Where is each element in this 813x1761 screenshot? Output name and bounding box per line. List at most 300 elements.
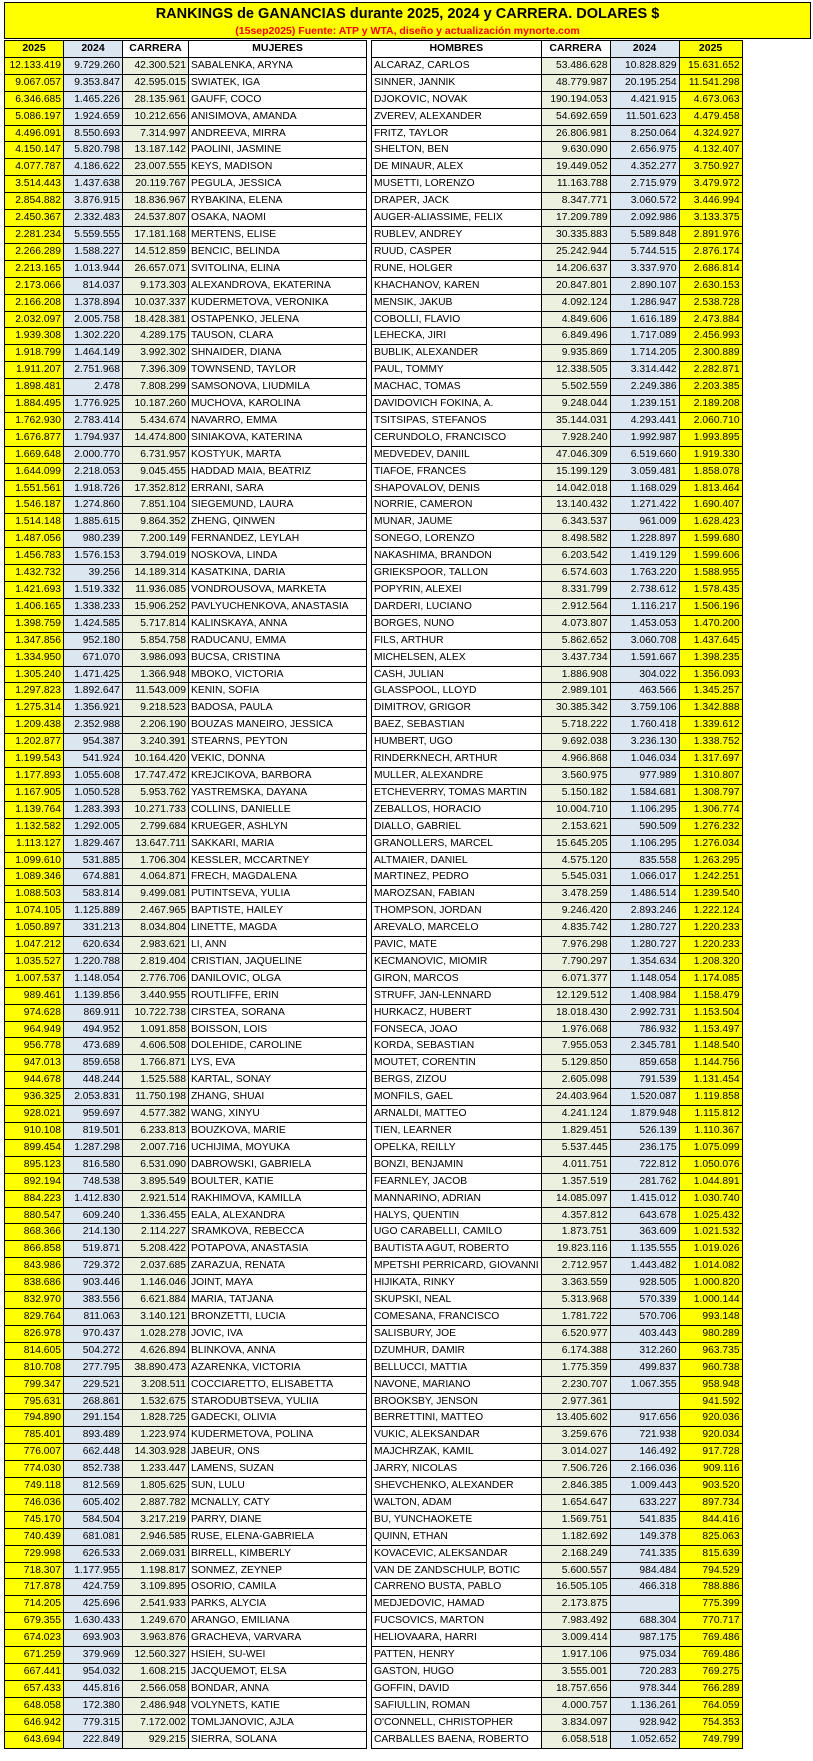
women-2025-cell: 671.259 bbox=[5, 1647, 64, 1664]
men-2024-cell: 2.890.107 bbox=[610, 277, 679, 294]
men-career-cell: 1.829.451 bbox=[541, 1123, 610, 1140]
women-career-cell: 1.828.725 bbox=[123, 1410, 189, 1427]
women-2025-cell: 826.978 bbox=[5, 1325, 64, 1342]
men-2025-cell: 815.639 bbox=[679, 1545, 742, 1562]
men-name-cell: SKUPSKI, NEAL bbox=[372, 1292, 542, 1309]
women-2024-cell: 1.519.332 bbox=[64, 582, 123, 599]
women-2025-cell: 1.884.495 bbox=[5, 396, 64, 413]
women-career-cell: 7.396.309 bbox=[123, 362, 189, 379]
women-name-cell: SWIATEK, IGA bbox=[189, 74, 367, 91]
men-career-cell: 4.241.124 bbox=[541, 1106, 610, 1123]
table-row bbox=[5, 852, 743, 869]
men-2025-cell: 1.398.235 bbox=[679, 649, 742, 666]
women-2024-cell: 1.437.638 bbox=[64, 176, 123, 193]
women-name-cell: HADDAD MAIA, BEATRIZ bbox=[189, 463, 367, 480]
men-2024-cell: 741.335 bbox=[610, 1545, 679, 1562]
women-2025-cell: 838.686 bbox=[5, 1275, 64, 1292]
men-name-cell: BU, YUNCHAOKETE bbox=[372, 1511, 542, 1528]
men-name-cell: HIJIKATA, RINKY bbox=[372, 1275, 542, 1292]
men-career-cell: 5.718.222 bbox=[541, 717, 610, 734]
women-name-cell: JOINT, MAYA bbox=[189, 1275, 367, 1292]
women-2025-cell: 795.631 bbox=[5, 1393, 64, 1410]
men-name-cell: BAEZ, SEBASTIAN bbox=[372, 717, 542, 734]
men-2024-cell: 281.762 bbox=[610, 1173, 679, 1190]
table-row bbox=[5, 193, 743, 210]
women-2025-cell: 1.305.240 bbox=[5, 666, 64, 683]
women-2024-cell: 671.070 bbox=[64, 649, 123, 666]
men-name-cell: FONSECA, JOAO bbox=[372, 1021, 542, 1038]
men-career-cell: 5.537.445 bbox=[541, 1139, 610, 1156]
men-name-cell: ETCHEVERRY, TOMAS MARTIN bbox=[372, 784, 542, 801]
men-career-cell: 6.058.518 bbox=[541, 1731, 610, 1748]
women-career-cell: 929.215 bbox=[123, 1731, 189, 1748]
men-2025-cell: 794.529 bbox=[679, 1562, 742, 1579]
table-row bbox=[5, 1072, 743, 1089]
women-name-cell: GAUFF, COCO bbox=[189, 91, 367, 108]
men-2025-cell: 2.630.153 bbox=[679, 277, 742, 294]
women-career-cell: 7.808.299 bbox=[123, 379, 189, 396]
men-2025-cell: 1.174.085 bbox=[679, 970, 742, 987]
women-name-cell: ZHANG, SHUAI bbox=[189, 1089, 367, 1106]
women-2024-cell: 1.576.153 bbox=[64, 548, 123, 565]
women-2025-cell: 2.450.367 bbox=[5, 210, 64, 227]
men-2024-cell: 541.835 bbox=[610, 1511, 679, 1528]
men-name-cell: AUGER-ALIASSIME, FELIX bbox=[372, 210, 542, 227]
women-2024-cell: 1.050.528 bbox=[64, 784, 123, 801]
table-row bbox=[5, 91, 743, 108]
table-row bbox=[5, 565, 743, 582]
men-name-cell: MICHELSEN, ALEX bbox=[372, 649, 542, 666]
table-row bbox=[5, 1038, 743, 1055]
rankings-table bbox=[4, 40, 743, 1749]
men-name-cell: UGO CARABELLI, CAMILO bbox=[372, 1224, 542, 1241]
table-row bbox=[5, 328, 743, 345]
women-2024-cell: 473.689 bbox=[64, 1038, 123, 1055]
women-2025-cell: 1.047.212 bbox=[5, 937, 64, 954]
men-career-cell: 5.129.850 bbox=[541, 1055, 610, 1072]
women-name-cell: BIRRELL, KIMBERLY bbox=[189, 1545, 367, 1562]
table-row bbox=[5, 970, 743, 987]
women-career-cell: 5.717.814 bbox=[123, 615, 189, 632]
men-name-cell: COMESANA, FRANCISCO bbox=[372, 1308, 542, 1325]
table-row bbox=[5, 108, 743, 125]
men-career-cell: 3.834.097 bbox=[541, 1714, 610, 1731]
men-name-cell: DIALLO, GABRIEL bbox=[372, 818, 542, 835]
women-2025-cell: 5.086.197 bbox=[5, 108, 64, 125]
women-2024-cell: 1.892.647 bbox=[64, 683, 123, 700]
women-2024-cell: 2.751.968 bbox=[64, 362, 123, 379]
women-name-cell: EALA, ALEXANDRA bbox=[189, 1207, 367, 1224]
women-2025-cell: 1.347.856 bbox=[5, 632, 64, 649]
men-name-cell: KOVACEVIC, ALEKSANDAR bbox=[372, 1545, 542, 1562]
men-career-cell: 1.886.908 bbox=[541, 666, 610, 683]
women-career-cell: 10.271.733 bbox=[123, 801, 189, 818]
men-2025-cell: 825.063 bbox=[679, 1528, 742, 1545]
table-row bbox=[5, 1376, 743, 1393]
men-2024-cell: 917.656 bbox=[610, 1410, 679, 1427]
table-row bbox=[5, 666, 743, 683]
table-row bbox=[5, 1545, 743, 1562]
women-name-cell: COLLINS, DANIELLE bbox=[189, 801, 367, 818]
men-2024-cell: 1.168.029 bbox=[610, 480, 679, 497]
table-row bbox=[5, 1562, 743, 1579]
women-career-cell: 10.187.260 bbox=[123, 396, 189, 413]
women-2024-cell: 494.952 bbox=[64, 1021, 123, 1038]
men-2025-cell: 4.479.458 bbox=[679, 108, 742, 125]
men-2025-cell: 958.948 bbox=[679, 1376, 742, 1393]
men-2024-cell: 1.228.897 bbox=[610, 531, 679, 548]
men-2024-cell: 1.067.355 bbox=[610, 1376, 679, 1393]
women-name-cell: UCHIJIMA, MOYUKA bbox=[189, 1139, 367, 1156]
table-row bbox=[5, 311, 743, 328]
men-2025-cell: 1.506.196 bbox=[679, 598, 742, 615]
women-2025-cell: 785.401 bbox=[5, 1427, 64, 1444]
men-2025-cell: 1.148.540 bbox=[679, 1038, 742, 1055]
men-2024-cell: 1.443.482 bbox=[610, 1258, 679, 1275]
men-2024-cell: 499.837 bbox=[610, 1359, 679, 1376]
women-2024-cell: 779.315 bbox=[64, 1714, 123, 1731]
women-name-cell: TAUSON, CLARA bbox=[189, 328, 367, 345]
men-2025-cell: 2.282.871 bbox=[679, 362, 742, 379]
women-2025-cell: 843.986 bbox=[5, 1258, 64, 1275]
women-name-cell: ALEXANDROVA, EKATERINA bbox=[189, 277, 367, 294]
men-2024-cell: 570.339 bbox=[610, 1292, 679, 1309]
men-2025-cell: 1.993.895 bbox=[679, 429, 742, 446]
men-name-cell: CARRENO BUSTA, PABLO bbox=[372, 1579, 542, 1596]
men-career-cell: 1.976.068 bbox=[541, 1021, 610, 1038]
women-career-cell: 3.986.093 bbox=[123, 649, 189, 666]
men-name-cell: FUCSOVICS, MARTON bbox=[372, 1613, 542, 1630]
men-name-cell: MEDVEDEV, DANIIL bbox=[372, 446, 542, 463]
men-2025-cell: 1.813.464 bbox=[679, 480, 742, 497]
women-name-cell: TOMLJANOVIC, AJLA bbox=[189, 1714, 367, 1731]
table-row bbox=[5, 548, 743, 565]
men-2025-cell: 769.486 bbox=[679, 1630, 742, 1647]
table-row bbox=[5, 632, 743, 649]
men-career-cell: 2.605.098 bbox=[541, 1072, 610, 1089]
men-career-cell: 18.018.430 bbox=[541, 1004, 610, 1021]
table-row bbox=[5, 125, 743, 142]
women-2025-cell: 884.223 bbox=[5, 1190, 64, 1207]
women-2024-cell: 1.829.467 bbox=[64, 835, 123, 852]
men-name-cell: PATTEN, HENRY bbox=[372, 1647, 542, 1664]
women-2024-cell: 812.569 bbox=[64, 1478, 123, 1495]
men-name-cell: DRAPER, JACK bbox=[372, 193, 542, 210]
women-career-cell: 4.289.175 bbox=[123, 328, 189, 345]
women-name-cell: OSORIO, CAMILA bbox=[189, 1579, 367, 1596]
women-career-cell: 2.069.031 bbox=[123, 1545, 189, 1562]
men-name-cell: MACHAC, TOMAS bbox=[372, 379, 542, 396]
women-name-cell: BOISSON, LOIS bbox=[189, 1021, 367, 1038]
women-name-cell: ANDREEVA, MIRRA bbox=[189, 125, 367, 142]
women-2025-cell: 1.132.582 bbox=[5, 818, 64, 835]
men-career-cell: 9.248.044 bbox=[541, 396, 610, 413]
women-name-cell: VOLYNETS, KATIE bbox=[189, 1697, 367, 1714]
table-row bbox=[5, 1055, 743, 1072]
men-name-cell: TSITSIPAS, STEFANOS bbox=[372, 412, 542, 429]
men-name-cell: MAROZSAN, FABIAN bbox=[372, 886, 542, 903]
table-row bbox=[5, 294, 743, 311]
women-2025-cell: 928.021 bbox=[5, 1106, 64, 1123]
men-2025-cell: 1.470.200 bbox=[679, 615, 742, 632]
women-name-cell: AZARENKA, VICTORIA bbox=[189, 1359, 367, 1376]
men-2024-cell: 1.271.422 bbox=[610, 497, 679, 514]
women-2025-cell: 1.088.503 bbox=[5, 886, 64, 903]
women-name-cell: DANILOVIC, OLGA bbox=[189, 970, 367, 987]
table-row bbox=[5, 1647, 743, 1664]
women-name-cell: NOSKOVA, LINDA bbox=[189, 548, 367, 565]
women-2025-cell: 895.123 bbox=[5, 1156, 64, 1173]
table-row bbox=[5, 412, 743, 429]
women-2025-cell: 4.077.787 bbox=[5, 159, 64, 176]
men-2025-cell: 1.342.888 bbox=[679, 700, 742, 717]
men-2024-cell: 5.589.848 bbox=[610, 226, 679, 243]
table-row bbox=[5, 176, 743, 193]
men-2024-cell: 786.932 bbox=[610, 1021, 679, 1038]
men-career-cell: 48.779.987 bbox=[541, 74, 610, 91]
women-career-cell: 2.983.621 bbox=[123, 937, 189, 954]
men-career-cell: 4.357.812 bbox=[541, 1207, 610, 1224]
women-name-cell: ZARAZUA, RENATA bbox=[189, 1258, 367, 1275]
women-name-cell: ARANGO, EMILIANA bbox=[189, 1613, 367, 1630]
table-row bbox=[5, 277, 743, 294]
women-career-cell: 14.512.859 bbox=[123, 243, 189, 260]
table-row bbox=[5, 1427, 743, 1444]
men-2024-cell: 859.658 bbox=[610, 1055, 679, 1072]
men-career-cell: 9.246.420 bbox=[541, 903, 610, 920]
women-2025-cell: 1.918.799 bbox=[5, 345, 64, 362]
men-name-cell: SHELTON, BEN bbox=[372, 142, 542, 159]
men-2025-cell: 1.356.093 bbox=[679, 666, 742, 683]
women-name-cell: MCNALLY, CATY bbox=[189, 1494, 367, 1511]
men-name-cell: BORGES, NUNO bbox=[372, 615, 542, 632]
men-2024-cell: 526.139 bbox=[610, 1123, 679, 1140]
women-career-cell: 2.776.706 bbox=[123, 970, 189, 987]
men-career-cell: 1.569.751 bbox=[541, 1511, 610, 1528]
men-2025-cell: 1.263.295 bbox=[679, 852, 742, 869]
table-row bbox=[5, 886, 743, 903]
women-2024-cell: 1.794.937 bbox=[64, 429, 123, 446]
table-row bbox=[5, 379, 743, 396]
men-2025-cell: 2.060.710 bbox=[679, 412, 742, 429]
men-2024-cell: 2.092.986 bbox=[610, 210, 679, 227]
women-career-cell: 42.300.521 bbox=[123, 57, 189, 74]
women-2025-cell: 1.167.905 bbox=[5, 784, 64, 801]
women-name-cell: PEGULA, JESSICA bbox=[189, 176, 367, 193]
women-name-cell: LINETTE, MAGDA bbox=[189, 920, 367, 937]
women-career-cell: 2.887.782 bbox=[123, 1494, 189, 1511]
women-career-cell: 18.836.967 bbox=[123, 193, 189, 210]
women-career-cell: 2.206.190 bbox=[123, 717, 189, 734]
table-row bbox=[5, 1106, 743, 1123]
men-2024-cell: 4.293.441 bbox=[610, 412, 679, 429]
women-2025-cell: 1.398.759 bbox=[5, 615, 64, 632]
women-name-cell: BOUZAS MANEIRO, JESSICA bbox=[189, 717, 367, 734]
men-2025-cell: 903.520 bbox=[679, 1478, 742, 1495]
women-career-cell: 4.064.871 bbox=[123, 869, 189, 886]
table-row bbox=[5, 1393, 743, 1410]
women-2025-cell: 674.023 bbox=[5, 1630, 64, 1647]
women-2024-cell: 1.055.608 bbox=[64, 767, 123, 784]
men-2024-cell: 3.337.970 bbox=[610, 260, 679, 277]
men-name-cell: POPYRIN, ALEXEI bbox=[372, 582, 542, 599]
women-2024-cell: 959.697 bbox=[64, 1106, 123, 1123]
women-2024-cell: 609.240 bbox=[64, 1207, 123, 1224]
women-2025-cell: 1.432.732 bbox=[5, 565, 64, 582]
women-name-cell: SHNAIDER, DIANA bbox=[189, 345, 367, 362]
women-2024-cell: 2.352.988 bbox=[64, 717, 123, 734]
women-2025-cell: 2.166.208 bbox=[5, 294, 64, 311]
men-career-cell: 3.478.259 bbox=[541, 886, 610, 903]
men-2025-cell: 1.578.435 bbox=[679, 582, 742, 599]
table-row bbox=[5, 1680, 743, 1697]
header-women-2025: 2025 bbox=[5, 41, 64, 58]
men-career-cell: 14.206.637 bbox=[541, 260, 610, 277]
table-row bbox=[5, 1714, 743, 1731]
men-2024-cell: 1.584.681 bbox=[610, 784, 679, 801]
men-career-cell: 6.520.977 bbox=[541, 1325, 610, 1342]
women-name-cell: BAPTISTE, HAILEY bbox=[189, 903, 367, 920]
table-row bbox=[5, 1494, 743, 1511]
women-name-cell: SIERRA, SOLANA bbox=[189, 1731, 367, 1748]
men-name-cell: FEARNLEY, JACOB bbox=[372, 1173, 542, 1190]
women-career-cell: 42.595.015 bbox=[123, 74, 189, 91]
women-2025-cell: 1.551.561 bbox=[5, 480, 64, 497]
table-row bbox=[5, 74, 743, 91]
women-name-cell: KARTAL, SONAY bbox=[189, 1072, 367, 1089]
men-career-cell: 6.849.496 bbox=[541, 328, 610, 345]
men-name-cell: GRANOLLERS, MARCEL bbox=[372, 835, 542, 852]
table-row bbox=[5, 396, 743, 413]
women-name-cell: CRISTIAN, JAQUELINE bbox=[189, 953, 367, 970]
women-name-cell: MBOKO, VICTORIA bbox=[189, 666, 367, 683]
men-2024-cell: 720.283 bbox=[610, 1664, 679, 1681]
women-career-cell: 3.140.121 bbox=[123, 1308, 189, 1325]
men-name-cell: MEDJEDOVIC, HAMAD bbox=[372, 1596, 542, 1613]
men-name-cell: FRITZ, TAYLOR bbox=[372, 125, 542, 142]
women-2024-cell: 39.256 bbox=[64, 565, 123, 582]
women-2025-cell: 2.266.289 bbox=[5, 243, 64, 260]
men-name-cell: AREVALO, MARCELO bbox=[372, 920, 542, 937]
women-career-cell: 2.114.227 bbox=[123, 1224, 189, 1241]
men-name-cell: BONZI, BENJAMIN bbox=[372, 1156, 542, 1173]
men-career-cell: 2.153.621 bbox=[541, 818, 610, 835]
women-2024-cell: 172.380 bbox=[64, 1697, 123, 1714]
women-career-cell: 2.037.685 bbox=[123, 1258, 189, 1275]
women-name-cell: NAVARRO, EMMA bbox=[189, 412, 367, 429]
men-name-cell: MANNARINO, ADRIAN bbox=[372, 1190, 542, 1207]
table-row bbox=[5, 1342, 743, 1359]
men-2025-cell: 764.059 bbox=[679, 1697, 742, 1714]
men-career-cell: 6.343.537 bbox=[541, 514, 610, 531]
women-2024-cell: 1.378.894 bbox=[64, 294, 123, 311]
women-name-cell: OSAKA, NAOMI bbox=[189, 210, 367, 227]
men-name-cell: LEHECKA, JIRI bbox=[372, 328, 542, 345]
women-2025-cell: 1.202.877 bbox=[5, 734, 64, 751]
women-2024-cell: 2.053.831 bbox=[64, 1089, 123, 1106]
men-name-cell: BERGS, ZIZOU bbox=[372, 1072, 542, 1089]
women-2025-cell: 1.275.314 bbox=[5, 700, 64, 717]
women-2025-cell: 667.441 bbox=[5, 1664, 64, 1681]
women-2025-cell: 1.113.127 bbox=[5, 835, 64, 852]
header-men-2025: 2025 bbox=[679, 41, 742, 58]
men-career-cell: 190.194.053 bbox=[541, 91, 610, 108]
men-name-cell: VAN DE ZANDSCHULP, BOTIC bbox=[372, 1562, 542, 1579]
men-2025-cell: 980.289 bbox=[679, 1325, 742, 1342]
women-name-cell: LYS, EVA bbox=[189, 1055, 367, 1072]
women-career-cell: 2.566.058 bbox=[123, 1680, 189, 1697]
table-row bbox=[5, 937, 743, 954]
men-career-cell: 4.835.742 bbox=[541, 920, 610, 937]
women-2025-cell: 899.454 bbox=[5, 1139, 64, 1156]
women-2025-cell: 814.605 bbox=[5, 1342, 64, 1359]
table-row bbox=[5, 751, 743, 768]
header-women-career: CARRERA bbox=[123, 41, 189, 58]
women-name-cell: SONMEZ, ZEYNEP bbox=[189, 1562, 367, 1579]
men-name-cell: MAJCHRZAK, KAMIL bbox=[372, 1444, 542, 1461]
table-row bbox=[5, 1190, 743, 1207]
men-name-cell: KECMANOVIC, MIOMIR bbox=[372, 953, 542, 970]
men-2025-cell: 1.599.680 bbox=[679, 531, 742, 548]
men-career-cell: 6.574.603 bbox=[541, 565, 610, 582]
men-2024-cell bbox=[610, 1596, 679, 1613]
men-2024-cell bbox=[610, 1393, 679, 1410]
men-2024-cell: 4.352.277 bbox=[610, 159, 679, 176]
men-career-cell: 3.437.734 bbox=[541, 649, 610, 666]
women-2025-cell: 3.514.443 bbox=[5, 176, 64, 193]
men-name-cell: HUMBERT, UGO bbox=[372, 734, 542, 751]
women-career-cell: 14.189.314 bbox=[123, 565, 189, 582]
women-2025-cell: 745.170 bbox=[5, 1511, 64, 1528]
men-2025-cell: 909.116 bbox=[679, 1461, 742, 1478]
women-career-cell: 6.731.957 bbox=[123, 446, 189, 463]
women-2025-cell: 1.644.099 bbox=[5, 463, 64, 480]
men-2025-cell: 1.239.540 bbox=[679, 886, 742, 903]
men-2025-cell: 2.876.174 bbox=[679, 243, 742, 260]
men-name-cell: NORRIE, CAMERON bbox=[372, 497, 542, 514]
women-career-cell: 1.608.215 bbox=[123, 1664, 189, 1681]
men-2024-cell: 590.509 bbox=[610, 818, 679, 835]
table-row bbox=[5, 142, 743, 159]
men-2025-cell: 3.750.927 bbox=[679, 159, 742, 176]
women-2024-cell: 852.738 bbox=[64, 1461, 123, 1478]
men-2025-cell: 1.208.320 bbox=[679, 953, 742, 970]
women-2024-cell: 1.924.659 bbox=[64, 108, 123, 125]
table-row bbox=[5, 446, 743, 463]
women-2025-cell: 679.355 bbox=[5, 1613, 64, 1630]
men-career-cell: 13.140.432 bbox=[541, 497, 610, 514]
men-name-cell: DIMITROV, GRIGOR bbox=[372, 700, 542, 717]
men-2025-cell: 15.631.652 bbox=[679, 57, 742, 74]
women-2024-cell: 291.154 bbox=[64, 1410, 123, 1427]
men-2024-cell: 1.280.727 bbox=[610, 920, 679, 937]
men-career-cell: 4.575.120 bbox=[541, 852, 610, 869]
women-2025-cell: 936.325 bbox=[5, 1089, 64, 1106]
men-career-cell: 3.014.027 bbox=[541, 1444, 610, 1461]
table-row bbox=[5, 1089, 743, 1106]
women-name-cell: OSTAPENKO, JELENA bbox=[189, 311, 367, 328]
men-name-cell: MULLER, ALEXANDRE bbox=[372, 767, 542, 784]
men-name-cell: HELIOVAARA, HARRI bbox=[372, 1630, 542, 1647]
men-2025-cell: 1.306.774 bbox=[679, 801, 742, 818]
men-career-cell: 47.046.309 bbox=[541, 446, 610, 463]
men-2024-cell: 1.106.295 bbox=[610, 835, 679, 852]
men-career-cell: 3.363.559 bbox=[541, 1275, 610, 1292]
women-2025-cell: 1.199.543 bbox=[5, 751, 64, 768]
women-name-cell: VONDROUSOVA, MARKETA bbox=[189, 582, 367, 599]
men-career-cell: 3.560.975 bbox=[541, 767, 610, 784]
women-career-cell: 3.992.302 bbox=[123, 345, 189, 362]
